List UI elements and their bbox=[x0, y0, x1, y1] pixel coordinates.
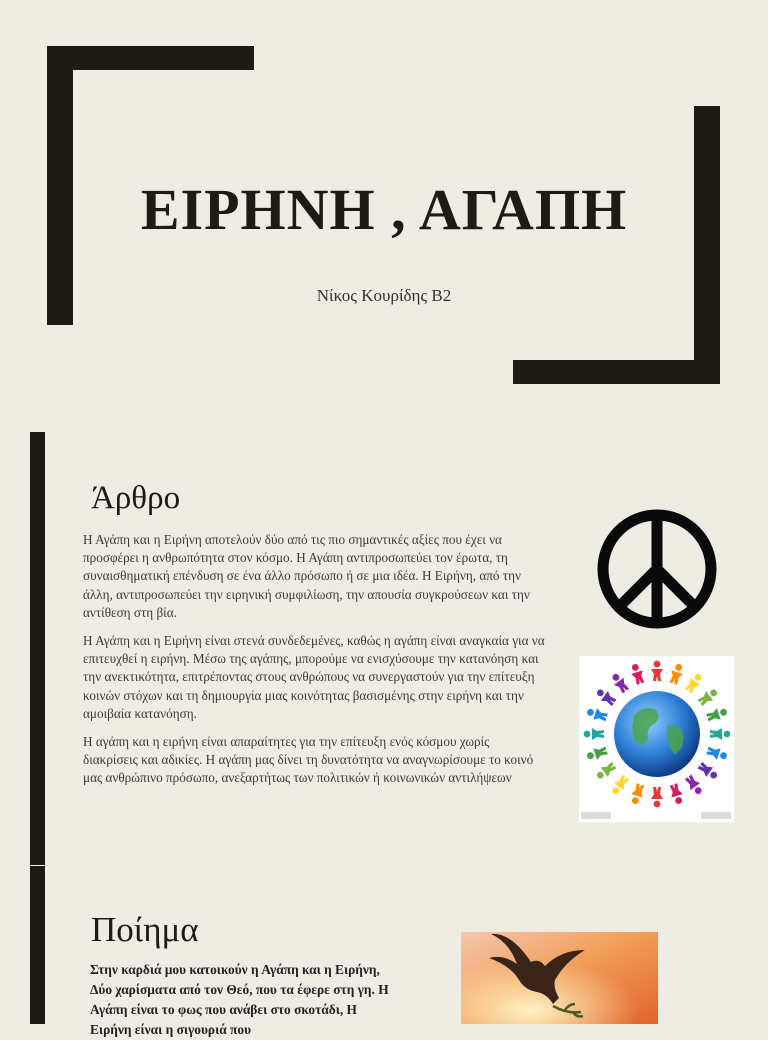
dove-icon bbox=[461, 932, 658, 1024]
dove-image bbox=[461, 932, 658, 1024]
person-figure-icon bbox=[668, 783, 686, 806]
person-figure-icon bbox=[585, 706, 608, 724]
article-paragraph: Η Αγάπη και η Ειρήνη είναι στενά συνδεδεμένες, καθώς η αγάπη είναι αναγκαία για να επιτευχθεί η ειρήνη. Μέσω της αγάπης, μπορούμε να ενισχύσουμε την κατανόηση και την ανεκτικότητα, επιτρέποντας στους ανθρώπους να συνεργαστούν για την επίτευξη κοινών στόχων και τη δημιουργία μιας κοινότητας βασισμένης στην ειρήνη και την αμοιβαία κατανόηση. bbox=[83, 633, 545, 721]
article-paragraph: Η αγάπη και η ειρήνη είναι απαραίτητες για την επίτευξη ενός κόσμου χωρίς διακρίσεις και αδικίες. Η αγάπη μας δίνει τη δυνατότητα να αναγνωρίσουμε το κοινό μας ανθρώπινο πρόσωπο, ανεξαρτήτως των πολιτικών ή κοινωνικών αντιλήψεων bbox=[83, 734, 534, 786]
poem-text: Στην καρδιά μου κατοικούν η Αγάπη και η Ειρήνη, Δύο χαρίσματα από τον Θεό, που τα έφερε στη γη. Η Αγάπη είναι το φως που ανάβει στο σκοτάδι, Η Ειρήνη είναι η σιγουριά που bbox=[90, 962, 389, 1037]
person-figure-icon bbox=[668, 662, 686, 685]
person-figure-icon bbox=[696, 760, 720, 782]
page-title: ΕΙΡΗΝΗ , ΑΓΑΠΗ bbox=[140, 177, 628, 242]
slide-left-accent-bar bbox=[30, 866, 45, 1024]
frame-bottom-right-vertical bbox=[694, 106, 720, 384]
slide-left-accent-bar bbox=[30, 432, 45, 865]
person-figure-icon bbox=[609, 671, 631, 695]
person-figure-icon bbox=[706, 706, 729, 724]
globe-people-image bbox=[579, 656, 734, 822]
author-subtitle: Νίκος Κουρίδης Β2 bbox=[316, 286, 452, 305]
frame-top-left-horizontal bbox=[47, 46, 254, 70]
globe-icon bbox=[579, 656, 734, 822]
peace-sign-icon bbox=[596, 508, 718, 630]
person-figure-icon bbox=[651, 661, 663, 681]
person-figure-icon bbox=[651, 787, 663, 807]
article-body bbox=[83, 531, 545, 798]
person-figure-icon bbox=[609, 773, 631, 797]
article-heading: Άρθρο bbox=[91, 480, 181, 516]
article-paragraph: Η Αγάπη και η Ειρήνη αποτελούν δύο από τις πιο σημαντικές αξίες που έχει να προσφέρει η ανθρωπότητα στον κόσμο. Η Αγάπη αντιπροσωπεύει τον έρωτα, τη συναισθηματική επένδυση σε ένα άλλο πρόσωπο ή σε μια ιδέα. Η Ειρήνη, από την άλλη, αντιπροσωπεύει την ειρηνική συμφιλίωση, την απουσία συγκρούσεων και την αντίθεση στη βία. bbox=[83, 532, 530, 620]
person-figure-icon bbox=[710, 728, 730, 740]
person-figure-icon bbox=[706, 745, 729, 763]
person-figure-icon bbox=[683, 671, 705, 695]
person-figure-icon bbox=[683, 773, 705, 797]
person-figure-icon bbox=[584, 728, 604, 740]
person-figure-icon bbox=[594, 760, 618, 782]
person-figure-icon bbox=[629, 662, 647, 685]
person-figure-icon bbox=[594, 686, 618, 708]
frame-bottom-right-horizontal bbox=[513, 360, 720, 384]
poem-heading: Ποίημα bbox=[91, 910, 199, 949]
person-figure-icon bbox=[696, 686, 720, 708]
person-figure-icon bbox=[585, 745, 608, 763]
person-figure-icon bbox=[629, 783, 647, 806]
